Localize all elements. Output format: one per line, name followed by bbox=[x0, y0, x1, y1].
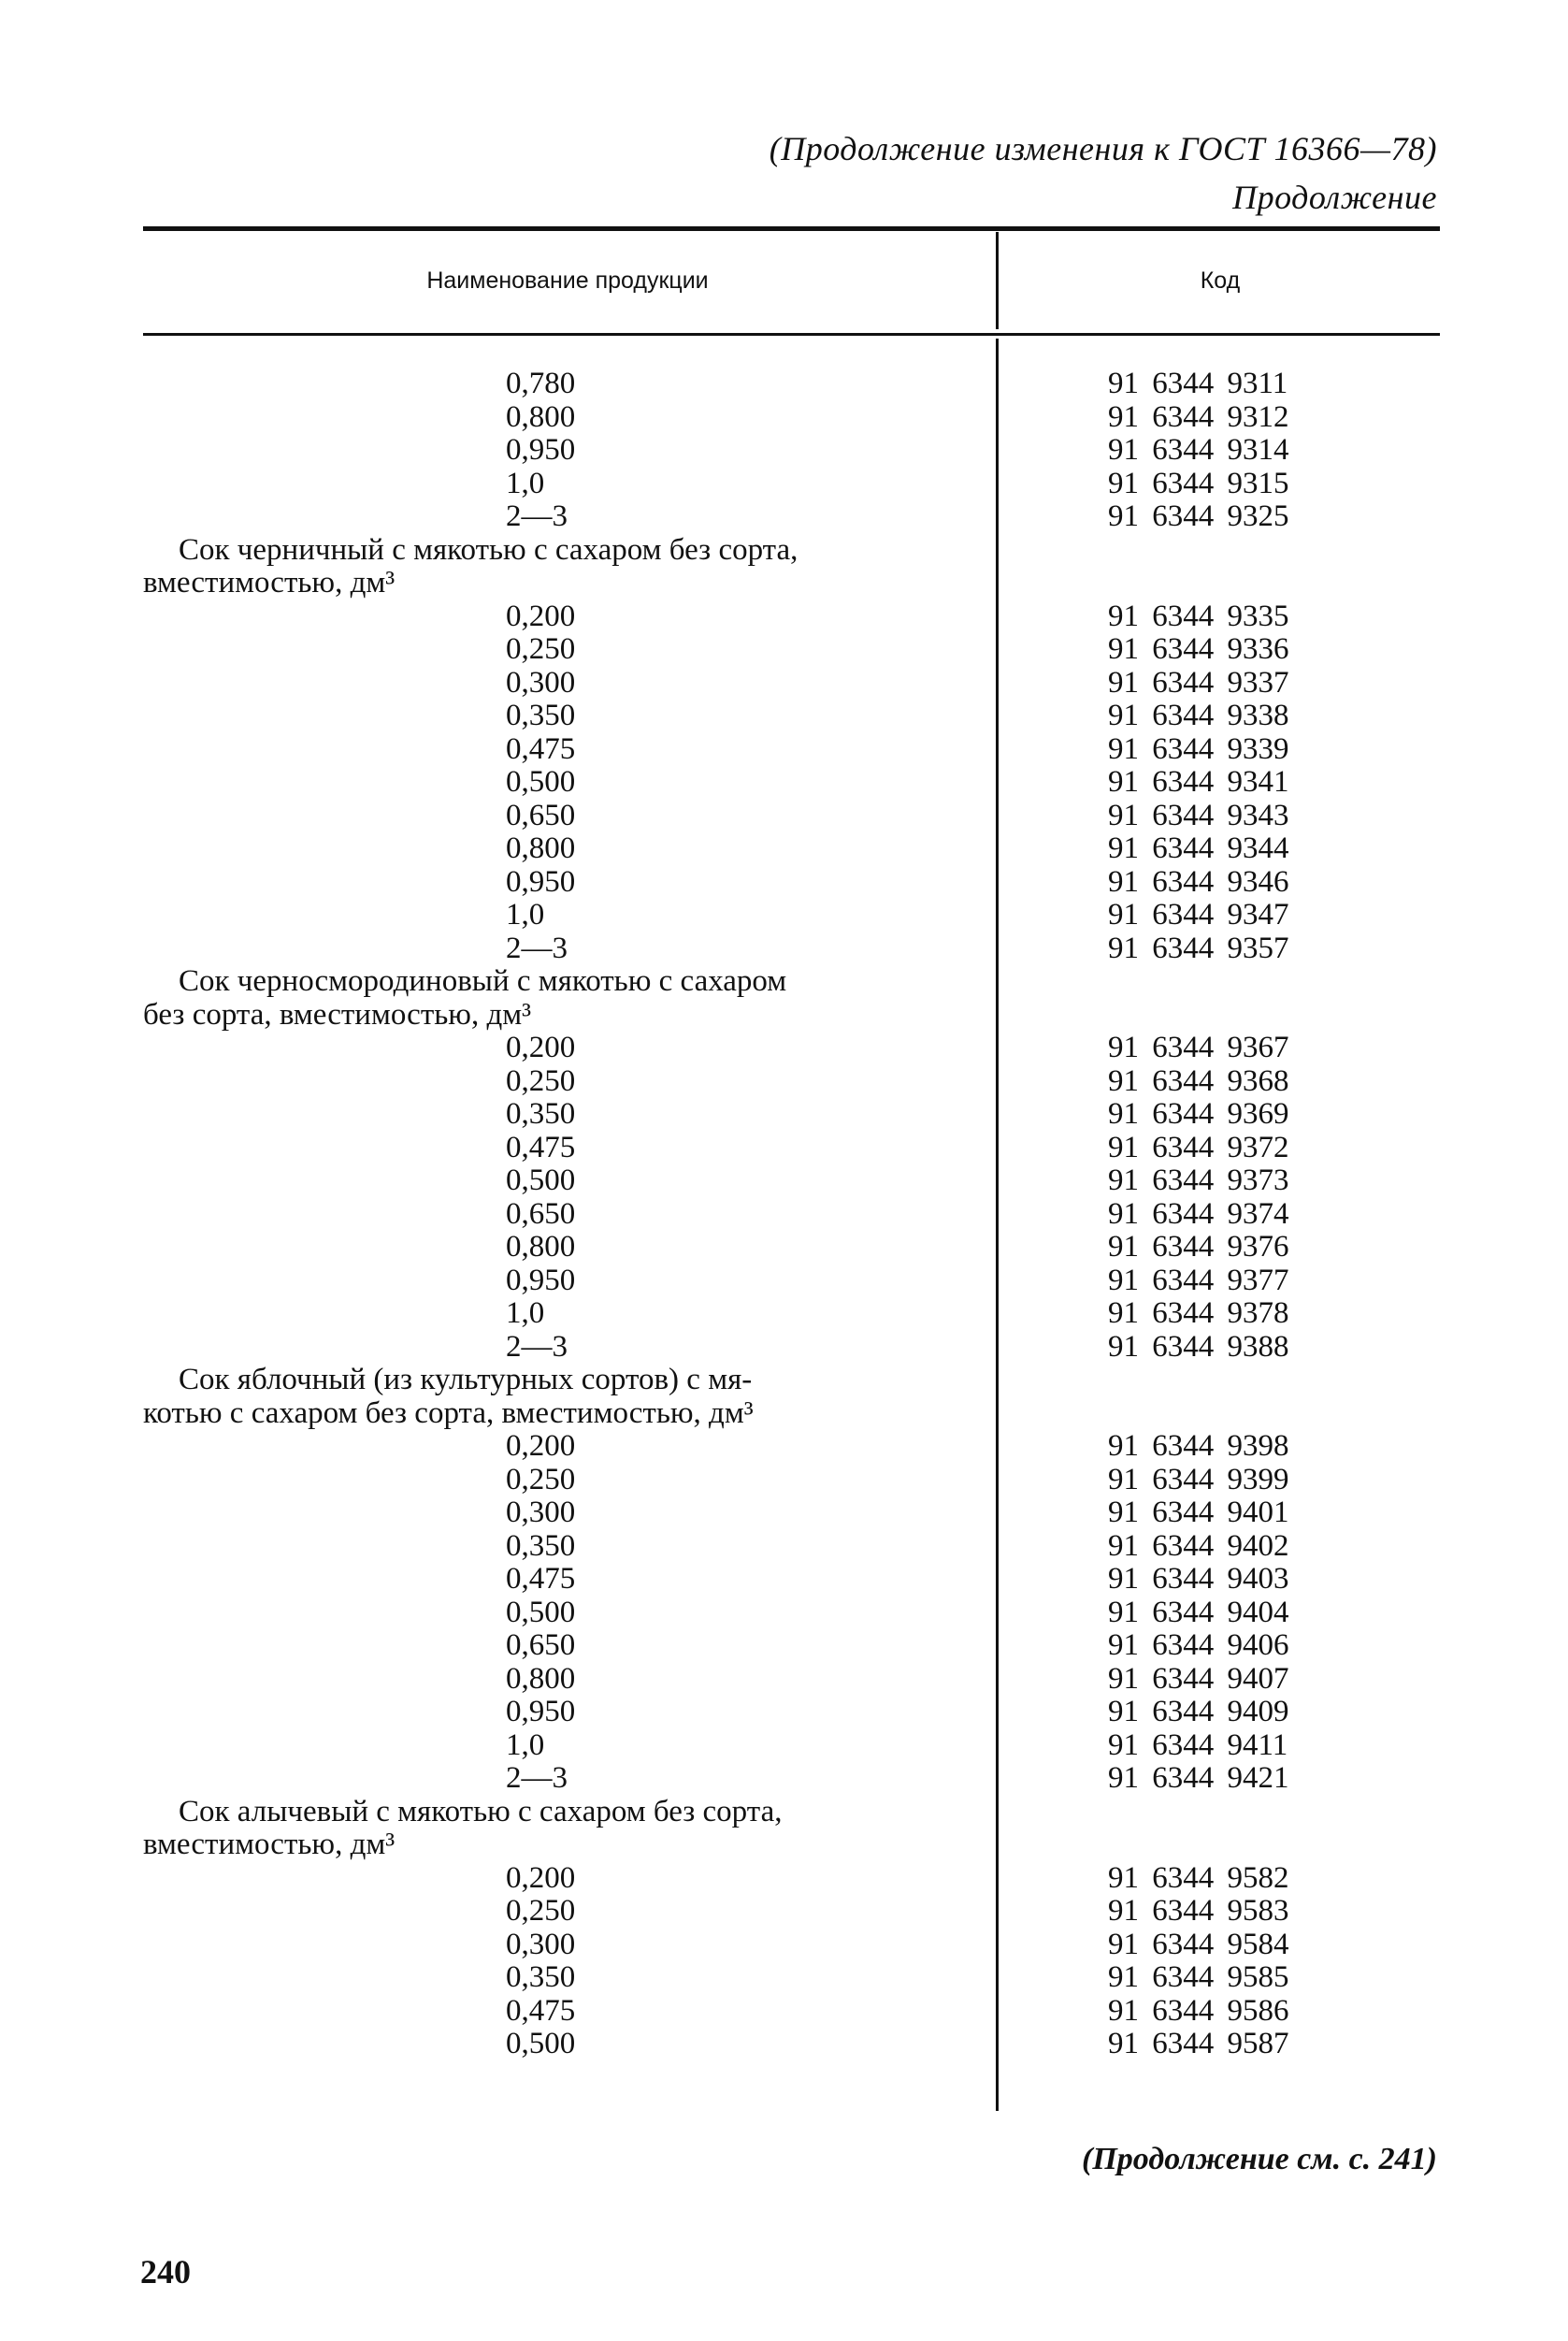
product-code: 91 6344 9344 bbox=[1108, 831, 1289, 865]
product-description-row bbox=[0, 1828, 1568, 1862]
table-row bbox=[0, 1696, 1568, 1729]
product-code: 91 6344 9378 bbox=[1108, 1296, 1289, 1330]
product-description-row bbox=[0, 567, 1568, 600]
table-row bbox=[0, 1862, 1568, 1896]
table-row bbox=[0, 866, 1568, 900]
capacity-value: 0,500 bbox=[506, 1595, 576, 1629]
capacity-value: 1,0 bbox=[506, 466, 545, 500]
table-row bbox=[0, 1597, 1568, 1630]
capacity-value: 0,800 bbox=[506, 1661, 576, 1696]
product-description-line: Сок яблочный (из культурных сортов) с мя- bbox=[179, 1363, 753, 1396]
capacity-value: 0,250 bbox=[506, 632, 576, 666]
product-code: 91 6344 9373 bbox=[1108, 1163, 1289, 1197]
table-row bbox=[0, 766, 1568, 800]
table-row bbox=[0, 1530, 1568, 1564]
product-code: 91 6344 9338 bbox=[1108, 699, 1289, 732]
table-body bbox=[0, 368, 1568, 2061]
capacity-value: 1,0 bbox=[506, 1727, 545, 1762]
product-code: 91 6344 9372 bbox=[1108, 1130, 1289, 1164]
column-header-code: Код bbox=[1200, 267, 1241, 294]
table-row bbox=[0, 1132, 1568, 1165]
capacity-value: 2—3 bbox=[506, 931, 568, 965]
product-code: 91 6344 9367 bbox=[1108, 1031, 1289, 1064]
product-code: 91 6344 9583 bbox=[1108, 1894, 1289, 1928]
product-code: 91 6344 9335 bbox=[1108, 599, 1289, 633]
table-row bbox=[0, 1198, 1568, 1232]
capacity-value: 0,200 bbox=[506, 1031, 576, 1064]
table-row bbox=[0, 1663, 1568, 1697]
table-row bbox=[0, 1995, 1568, 2029]
table-row bbox=[0, 1629, 1568, 1663]
capacity-value: 0,650 bbox=[506, 798, 576, 832]
footer-continuation: (Продолжение см. с. 241) bbox=[1082, 2142, 1437, 2176]
product-code: 91 6344 9421 bbox=[1108, 1761, 1289, 1795]
product-description-row bbox=[0, 965, 1568, 999]
table-row bbox=[0, 800, 1568, 833]
capacity-value: 1,0 bbox=[506, 1296, 545, 1330]
product-description-row bbox=[0, 1397, 1568, 1431]
table-row bbox=[0, 1231, 1568, 1264]
product-description-line: котью с сахаром без сорта, вместимостью, дм³ bbox=[143, 1395, 754, 1430]
product-code: 91 6344 9409 bbox=[1108, 1695, 1289, 1728]
table-row bbox=[0, 832, 1568, 866]
table-row bbox=[0, 1929, 1568, 1962]
capacity-value: 0,250 bbox=[506, 1894, 576, 1928]
capacity-value: 0,950 bbox=[506, 1263, 576, 1297]
product-code: 91 6344 9369 bbox=[1108, 1097, 1289, 1131]
capacity-value: 1,0 bbox=[506, 898, 545, 932]
product-code: 91 6344 9339 bbox=[1108, 731, 1289, 766]
table-row bbox=[0, 401, 1568, 435]
capacity-value: 0,475 bbox=[506, 1993, 576, 2028]
product-code: 91 6344 9376 bbox=[1108, 1230, 1289, 1264]
product-code: 91 6344 9399 bbox=[1108, 1462, 1289, 1496]
product-description-line: вместимостью, дм³ bbox=[143, 566, 396, 600]
capacity-value: 0,200 bbox=[506, 1429, 576, 1463]
product-code: 91 6344 9312 bbox=[1108, 399, 1289, 434]
capacity-value: 2—3 bbox=[506, 1329, 568, 1364]
table-row bbox=[0, 700, 1568, 733]
header-doc-ref: (Продолжение изменения к ГОСТ 16366—78) bbox=[769, 130, 1437, 167]
header-continuation: Продолжение bbox=[1232, 179, 1437, 216]
product-code: 91 6344 9336 bbox=[1108, 632, 1289, 666]
product-code: 91 6344 9347 bbox=[1108, 898, 1289, 932]
product-code: 91 6344 9586 bbox=[1108, 1993, 1289, 2028]
capacity-value: 0,250 bbox=[506, 1462, 576, 1496]
product-code: 91 6344 9325 bbox=[1108, 499, 1289, 533]
product-code: 91 6344 9368 bbox=[1108, 1063, 1289, 1098]
product-code: 91 6344 9357 bbox=[1108, 931, 1289, 965]
product-code: 91 6344 9587 bbox=[1108, 2027, 1289, 2060]
column-divider-head bbox=[996, 232, 999, 329]
capacity-value: 0,350 bbox=[506, 1097, 576, 1131]
product-code: 91 6344 9585 bbox=[1108, 1960, 1289, 1994]
table-row bbox=[0, 1961, 1568, 1995]
product-code: 91 6344 9407 bbox=[1108, 1661, 1289, 1696]
product-code: 91 6344 9398 bbox=[1108, 1429, 1289, 1463]
capacity-value: 0,475 bbox=[506, 1562, 576, 1596]
table-row bbox=[0, 500, 1568, 534]
product-code: 91 6344 9404 bbox=[1108, 1595, 1289, 1629]
table-row bbox=[0, 1762, 1568, 1796]
capacity-value: 0,950 bbox=[506, 433, 576, 467]
capacity-value: 0,200 bbox=[506, 1860, 576, 1895]
table-row bbox=[0, 667, 1568, 701]
product-code: 91 6344 9311 bbox=[1108, 367, 1288, 400]
product-description-line: Сок черничный с мякотью с сахаром без сорта, bbox=[179, 532, 798, 567]
table-row bbox=[0, 1464, 1568, 1497]
capacity-value: 0,200 bbox=[506, 599, 576, 633]
table-row bbox=[0, 899, 1568, 932]
product-code: 91 6344 9346 bbox=[1108, 864, 1289, 899]
table-row bbox=[0, 1065, 1568, 1099]
capacity-value: 2—3 bbox=[506, 1761, 568, 1795]
product-code: 91 6344 9584 bbox=[1108, 1927, 1289, 1961]
column-header-name: Наименование продукции bbox=[426, 267, 709, 294]
table-row bbox=[0, 600, 1568, 634]
product-code: 91 6344 9341 bbox=[1108, 765, 1289, 799]
capacity-value: 0,650 bbox=[506, 1196, 576, 1231]
product-code: 91 6344 9388 bbox=[1108, 1329, 1289, 1364]
product-code: 91 6344 9582 bbox=[1108, 1860, 1289, 1895]
product-description-row bbox=[0, 1796, 1568, 1829]
table-row bbox=[0, 468, 1568, 501]
page-number: 240 bbox=[140, 2253, 191, 2290]
table-row bbox=[0, 1331, 1568, 1365]
capacity-value: 0,800 bbox=[506, 399, 576, 434]
table-row bbox=[0, 1895, 1568, 1929]
product-code: 91 6344 9402 bbox=[1108, 1528, 1289, 1563]
product-description-row bbox=[0, 1364, 1568, 1397]
table-row bbox=[0, 1729, 1568, 1763]
capacity-value: 0,780 bbox=[506, 367, 576, 400]
product-code: 91 6344 9314 bbox=[1108, 433, 1289, 467]
product-description-line: Сок черносмородиновый с мякотью с сахаром bbox=[179, 964, 787, 998]
product-description-row bbox=[0, 534, 1568, 568]
product-description-line: вместимостью, дм³ bbox=[143, 1828, 396, 1861]
table-header-rule bbox=[143, 333, 1440, 336]
capacity-value: 0,500 bbox=[506, 1163, 576, 1197]
table-row bbox=[0, 1032, 1568, 1065]
table-row bbox=[0, 733, 1568, 767]
capacity-value: 0,950 bbox=[506, 1695, 576, 1728]
capacity-value: 0,800 bbox=[506, 1230, 576, 1264]
table-row bbox=[0, 633, 1568, 667]
table-row bbox=[0, 1430, 1568, 1464]
product-code: 91 6344 9343 bbox=[1108, 798, 1289, 832]
capacity-value: 0,300 bbox=[506, 1496, 576, 1529]
capacity-value: 0,475 bbox=[506, 1130, 576, 1164]
product-code: 91 6344 9377 bbox=[1108, 1263, 1289, 1297]
product-code: 91 6344 9403 bbox=[1108, 1562, 1289, 1596]
capacity-value: 0,300 bbox=[506, 1927, 576, 1961]
product-code: 91 6344 9406 bbox=[1108, 1628, 1289, 1662]
product-code: 91 6344 9401 bbox=[1108, 1496, 1289, 1529]
product-code: 91 6344 9411 bbox=[1108, 1727, 1288, 1762]
table-row bbox=[0, 2028, 1568, 2061]
capacity-value: 0,300 bbox=[506, 665, 576, 700]
product-description-line: Сок алычевый с мякотью с сахаром без сорта, bbox=[179, 1794, 783, 1828]
capacity-value: 2—3 bbox=[506, 499, 568, 533]
capacity-value: 0,250 bbox=[506, 1063, 576, 1098]
capacity-value: 0,475 bbox=[506, 731, 576, 766]
product-code: 91 6344 9374 bbox=[1108, 1196, 1289, 1231]
product-code: 91 6344 9315 bbox=[1108, 466, 1289, 500]
table-row bbox=[0, 1164, 1568, 1198]
product-description-row bbox=[0, 999, 1568, 1033]
table-row bbox=[0, 1264, 1568, 1298]
table-row bbox=[0, 1496, 1568, 1530]
table-row bbox=[0, 434, 1568, 468]
capacity-value: 0,500 bbox=[506, 765, 576, 799]
table-row bbox=[0, 1098, 1568, 1132]
table-row bbox=[0, 1563, 1568, 1597]
table-row bbox=[0, 368, 1568, 401]
table-row bbox=[0, 1297, 1568, 1331]
table-top-rule bbox=[143, 226, 1440, 231]
capacity-value: 0,500 bbox=[506, 2027, 576, 2060]
capacity-value: 0,650 bbox=[506, 1628, 576, 1662]
capacity-value: 0,950 bbox=[506, 864, 576, 899]
capacity-value: 0,350 bbox=[506, 1528, 576, 1563]
capacity-value: 0,800 bbox=[506, 831, 576, 865]
capacity-value: 0,350 bbox=[506, 1960, 576, 1994]
product-code: 91 6344 9337 bbox=[1108, 665, 1289, 700]
product-description-line: без сорта, вместимостью, дм³ bbox=[143, 997, 532, 1032]
capacity-value: 0,350 bbox=[506, 699, 576, 732]
table-row bbox=[0, 932, 1568, 966]
